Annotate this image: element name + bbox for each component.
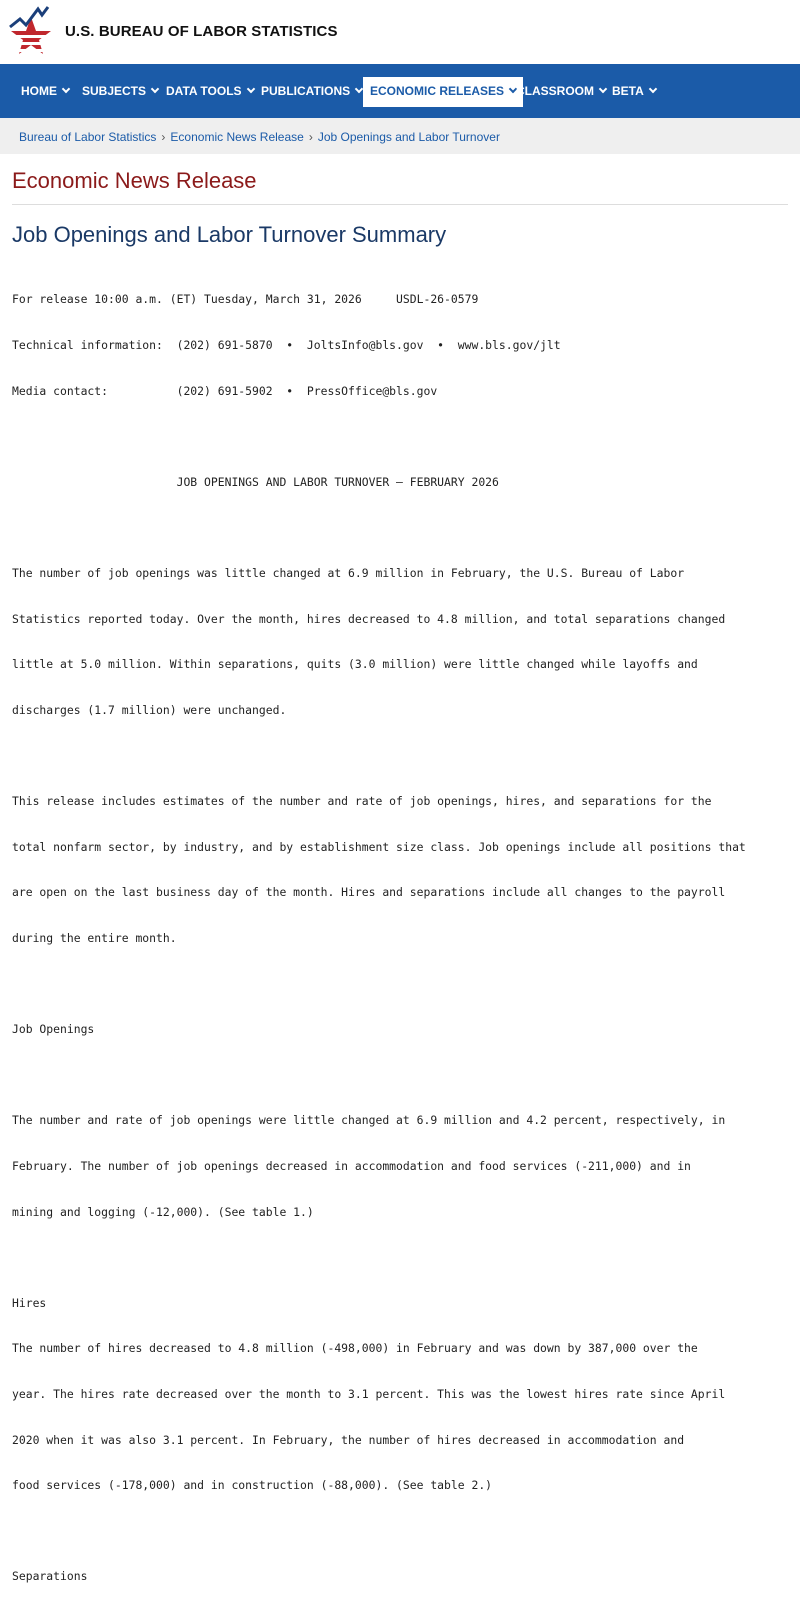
intro-line: The number of job openings was little changed at 6.9 million in February, the U.S. Bureau of Labor — [12, 566, 685, 581]
nav-classroom[interactable] — [509, 77, 613, 107]
release-date-line: For release 10:00 a.m. (ET) Tuesday, March 31, 2026 USDL-26-0579 — [12, 292, 479, 307]
main-nav — [0, 64, 800, 118]
job-openings-heading: Job Openings — [12, 1022, 95, 1037]
divider — [12, 204, 788, 205]
nav-publications-label: PUBLICATIONS — [261, 84, 351, 98]
scope-line: total nonfarm sector, by industry, and by establishment size class. Job openings include all positions that — [12, 839, 746, 854]
job-openings-line: February. The number of job openings decreased in accommodation and food services (-211,000) and in — [12, 1158, 691, 1173]
nav-home[interactable] — [14, 77, 76, 107]
nav-subjects-label: SUBJECTS — [82, 84, 147, 98]
intro-line: Statistics reported today. Over the month, hires decreased to 4.8 million, and total separations changed — [12, 611, 726, 626]
nav-subjects[interactable] — [75, 77, 165, 107]
bls-logo-icon[interactable] — [8, 5, 54, 55]
technical-info-line[interactable]: Technical information: (202) 691-5870 • JoltsInfo@bls.gov • www.bls.gov/jlt — [12, 338, 561, 353]
site-title[interactable]: U.S. BUREAU OF LABOR STATISTICS — [65, 23, 338, 40]
nav-data-tools[interactable] — [159, 77, 261, 107]
site-header — [0, 0, 800, 64]
chevron-down-icon — [649, 85, 657, 93]
breadcrumb-link-news-release[interactable]: Economic News Release — [170, 130, 304, 144]
intro-line: little at 5.0 million. Within separations, quits (3.0 million) were little changed while layoffs and — [12, 657, 698, 672]
hires-line: year. The hires rate decreased over the month to 3.1 percent. This was the lowest hires rate since April — [12, 1386, 726, 1401]
nav-beta-label: BETA — [612, 84, 644, 98]
page-title: Job Openings and Labor Turnover Summary — [12, 222, 447, 247]
nav-classroom-label: CLASSROOM — [516, 84, 594, 98]
job-openings-line: The number and rate of job openings were little changed at 6.9 million and 4.2 percent, respectively, in — [12, 1113, 726, 1128]
hires-line: The number of hires decreased to 4.8 million (-498,000) in February and was down by 387,000 over the — [12, 1341, 698, 1356]
separations-heading: Separations — [12, 1569, 88, 1584]
breadcrumb-link-jolts[interactable]: Job Openings and Labor Turnover — [317, 130, 500, 144]
release-body — [12, 262, 792, 1600]
chevron-right-icon: › — [161, 130, 166, 144]
breadcrumb-link-bls[interactable]: Bureau of Labor Statistics — [19, 130, 157, 144]
hires-line: food services (-178,000) and in construction (-88,000). (See table 2.) — [12, 1478, 493, 1493]
hires-line: 2020 when it was also 3.1 percent. In February, the number of hires decreased in accommodation and — [12, 1432, 685, 1447]
breadcrumb — [19, 130, 500, 144]
chevron-down-icon — [151, 85, 159, 93]
chevron-right-icon: › — [308, 130, 313, 144]
chevron-down-icon — [62, 85, 70, 93]
nav-economic-releases-label: ECONOMIC RELEASES — [370, 84, 505, 98]
nav-publications[interactable] — [254, 77, 369, 107]
breadcrumb-bar — [0, 118, 800, 154]
intro-line: discharges (1.7 million) were unchanged. — [12, 702, 287, 717]
nav-data-tools-label: DATA TOOLS — [166, 84, 242, 98]
section-title: Economic News Release — [12, 168, 257, 193]
job-openings-line: mining and logging (-12,000). (See table 1.) — [12, 1204, 314, 1219]
release-headline: JOB OPENINGS AND LABOR TURNOVER – FEBRUARY 2026 — [12, 474, 499, 489]
media-contact-line[interactable]: Media contact: (202) 691-5902 • PressOffice@bls.gov — [12, 383, 438, 398]
scope-line: are open on the last business day of the month. Hires and separations include all changes to the payroll — [12, 885, 726, 900]
scope-line: during the entire month. — [12, 930, 177, 945]
nav-home-label: HOME — [21, 84, 57, 98]
hires-heading: Hires — [12, 1295, 47, 1310]
nav-beta[interactable] — [605, 77, 663, 107]
scope-line: This release includes estimates of the number and rate of job openings, hires, and separations for the — [12, 794, 712, 809]
nav-economic-releases[interactable] — [363, 77, 523, 107]
